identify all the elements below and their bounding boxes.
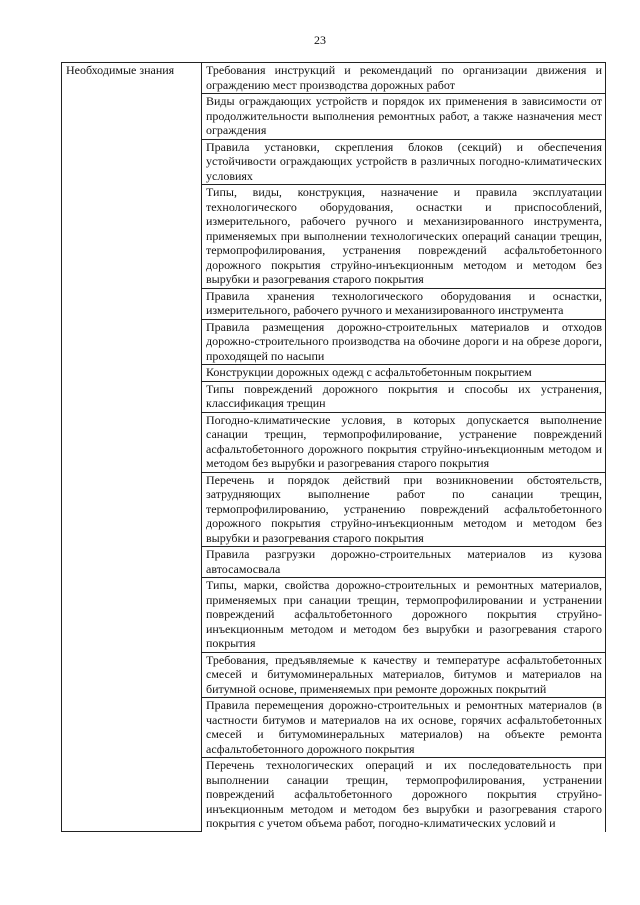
knowledge-item: Конструкции дорожных одежд с асфальтобетонным покрытием bbox=[202, 365, 606, 382]
knowledge-item: Требования, предъявляемые к качеству и температуре асфальтобетонных смесей и битумоминеральных материалов, битумов и материалов на битумной основе, применяемых при ремонте дорожных покрытий bbox=[202, 652, 606, 698]
knowledge-item: Правила разгрузки дорожно-строительных материалов из кузова автосамосвала bbox=[202, 547, 606, 578]
knowledge-item: Правила перемещения дорожно-строительных и ремонтных материалов (в частности битумов и материалов на их основе, горячих асфальтобетонных смесей и битумоминеральных материалов) на объекте ремонта асфальтобетонного дорожного покрытия bbox=[202, 698, 606, 758]
knowledge-item: Требования инструкций и рекомендаций по организации движения и ограждению мест производства дорожных работ bbox=[202, 63, 606, 94]
knowledge-item: Типы, виды, конструкция, назначение и правила эксплуатации технологического оборудования, оснастки и приспособлений, измерительного, рабочего ручного и механизированного инструмента, применяемых при выполнении технологических операций санации трещин, термопрофилирования, устранения повреждений асфальтобетонного дорожного покрытия струйно-инъекционным методом и методом без вырубки и разогревания старого покрытия bbox=[202, 185, 606, 289]
page-number: 23 bbox=[314, 33, 326, 47]
knowledge-item: Виды ограждающих устройств и порядок их применения в зависимости от продолжительности выполнения ремонтных работ, а также назначения мест ограждения bbox=[202, 94, 606, 140]
row-label: Необходимые знания bbox=[62, 63, 202, 832]
knowledge-item: Перечень технологических операций и их последовательность при выполнении санации трещин, термопрофилирования, устранении повреждений асфальтобетонного дорожного покрытия струйно-инъекционным методом и методом без вырубки и разогревания старого покрытия с учетом объема работ, погодно-климатических условий и bbox=[202, 758, 606, 832]
knowledge-item: Типы повреждений дорожного покрытия и способы их устранения, классификация трещин bbox=[202, 381, 606, 412]
knowledge-item: Правила установки, скрепления блоков (секций) и обеспечения устойчивости ограждающих устройств в различных погодно-климатических условиях bbox=[202, 139, 606, 185]
knowledge-item: Типы, марки, свойства дорожно-строительных и ремонтных материалов, применяемых при санации трещин, термопрофилировании и устранении повреждений асфальтобетонного дорожного покрытия струйно-инъекционным методом и методом без вырубки и разогревания старого покрытия bbox=[202, 578, 606, 653]
knowledge-table bbox=[61, 62, 606, 832]
knowledge-item: Погодно-климатические условия, в которых допускается выполнение санации трещин, термопрофилирование, устранение повреждений асфальтобетонного дорожного покрытия струйно-инъекционным методом и методом без вырубки и разогревания старого покрытия bbox=[202, 412, 606, 472]
knowledge-item: Правила размещения дорожно-строительных материалов и отходов дорожно-строительного производства на обочине дороги и на обрезе дороги, проходящей по насыпи bbox=[202, 319, 606, 365]
knowledge-item: Перечень и порядок действий при возникновении обстоятельств, затрудняющих выполнение работ по санации трещин, термопрофилированию, устранению повреждений асфальтобетонного дорожного покрытия струйно-инъекционным методом и методом без вырубки и разогревания старого покрытия bbox=[202, 472, 606, 547]
table-row bbox=[62, 63, 606, 94]
knowledge-item: Правила хранения технологического оборудования и оснастки, измерительного, рабочего ручного и механизированного инструмента bbox=[202, 288, 606, 319]
